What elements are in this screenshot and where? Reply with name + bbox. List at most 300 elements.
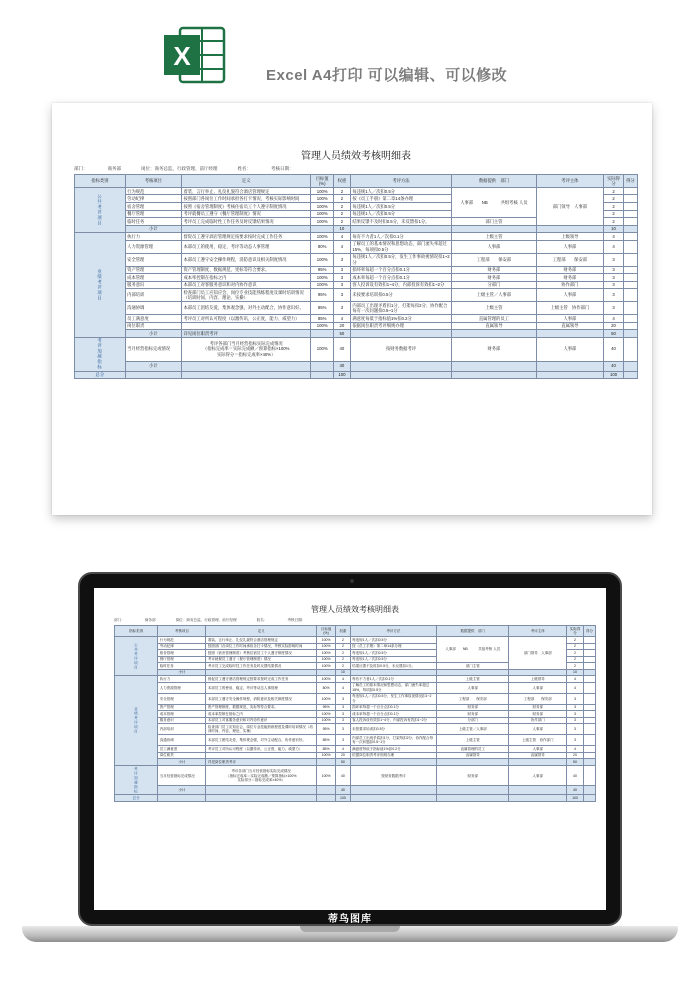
table-row bbox=[75, 187, 638, 195]
weight-cell: 2 bbox=[336, 663, 350, 670]
item-cell: 劳动纪律 bbox=[125, 195, 181, 203]
actual-cell: 3 bbox=[604, 289, 624, 302]
item-cell: 当月经营指标完成情况 bbox=[125, 337, 181, 361]
def-cell bbox=[181, 322, 311, 330]
def-cell: 考评员工对所认可程度（以激传讯，公正度，能力、威望力） bbox=[181, 315, 311, 323]
method-cell: 依据岗位职责考评细则办理 bbox=[350, 322, 451, 330]
target-cell: 85% bbox=[311, 315, 334, 323]
subject-cell: 部门领导 人事部 bbox=[509, 636, 567, 669]
actual-cell: 3 bbox=[567, 724, 584, 735]
actual-cell: 3 bbox=[567, 711, 584, 718]
def-cell: 检查部门员工应知应会，岗位专业技能熟练程度及课时培训情况（培训时间、内容、理论、实操） bbox=[181, 289, 311, 302]
provider-cell: 部门主管 bbox=[452, 218, 536, 226]
provider-cell: 财务部 bbox=[437, 704, 509, 711]
table-row bbox=[75, 322, 638, 330]
provider-cell: 工程部 保安部 bbox=[452, 253, 536, 266]
weight-cell: 4 bbox=[333, 233, 350, 241]
def-cell: 本部员工团结友爱，集体观念强，对外主动配合，协作意识好。 bbox=[206, 735, 317, 746]
method-cell: 未按要求培训扣0.5分 bbox=[350, 724, 437, 735]
weight-cell: 3 bbox=[336, 704, 350, 711]
total-weight: 100 bbox=[333, 371, 350, 379]
spreadsheet-preview bbox=[52, 103, 652, 515]
def-cell: 督促员工遵守酒店管理规定按要求按时完成工作任务 bbox=[181, 233, 311, 241]
score-cell bbox=[583, 766, 595, 786]
method-cell: 每有不力者1人／次扣0.1分 bbox=[350, 233, 451, 241]
item-cell: 行为规范 bbox=[125, 187, 181, 195]
item-cell: 服务意识 bbox=[158, 717, 206, 724]
method-cell: 满意度每低于指标值1%扣0.2分 bbox=[350, 746, 437, 753]
table-row bbox=[75, 337, 638, 361]
subtotal-row bbox=[115, 786, 596, 795]
category-adjustment: 考评加减指标 bbox=[115, 766, 158, 795]
subject-cell: 财务部 bbox=[509, 704, 567, 711]
col-header: 考评主体 bbox=[509, 626, 567, 637]
score-cell bbox=[623, 187, 637, 195]
def-cell: 考评员工完成临时性工作任务及时反馈结果情况 bbox=[206, 663, 317, 670]
provider-cell: 财务部 bbox=[437, 766, 509, 786]
subject-cell: 人事部 bbox=[536, 240, 604, 253]
target-cell: 95% bbox=[311, 266, 334, 274]
actual-cell: 4 bbox=[604, 233, 624, 241]
def-cell: 资产管理制度、数据规范、宪标等符合要求。 bbox=[181, 266, 311, 274]
provider-cell: 人事部 NB 共组考核 人员 bbox=[437, 636, 509, 662]
col-header: 得分 bbox=[623, 175, 637, 188]
subject-cell: 协作部门 bbox=[509, 717, 567, 724]
date-label: 考核日期： bbox=[287, 618, 306, 622]
col-header: 考评主体 bbox=[536, 175, 604, 188]
subtotal-label: 小计 bbox=[125, 361, 181, 371]
table-row bbox=[115, 693, 596, 704]
col-header: 指标类别 bbox=[75, 175, 126, 188]
weight-cell: 40 bbox=[333, 337, 350, 361]
item-cell: 岗位职责 bbox=[125, 322, 181, 330]
weight-cell: 3 bbox=[336, 711, 350, 718]
method-cell: 每违规1人／次扣0.5分 bbox=[350, 650, 437, 657]
table-row bbox=[75, 289, 638, 302]
target-cell: 100% bbox=[311, 218, 334, 226]
provider-cell: 直属领导 bbox=[452, 322, 536, 330]
def-cell: 着装、言行举止、礼仪礼貌符合酒店管理规定 bbox=[181, 187, 311, 195]
table-row bbox=[75, 233, 638, 241]
actual-cell: 40 bbox=[604, 337, 624, 361]
subject-cell: 人事部 bbox=[536, 315, 604, 323]
weight-cell: 2 bbox=[333, 203, 350, 211]
table-row bbox=[75, 240, 638, 253]
target-cell: 100% bbox=[317, 663, 336, 670]
actual-cell: 4 bbox=[567, 676, 584, 683]
subject-cell: 部门领导 人事部 bbox=[536, 187, 604, 225]
table-row bbox=[115, 735, 596, 746]
def-cell: 检查部门员工应知应会，岗位专业技能熟练程度及课时培训情况（培训时间、内容、理论、实操） bbox=[206, 724, 317, 735]
target-cell: 100% bbox=[317, 656, 336, 663]
target-cell: 85% bbox=[317, 746, 336, 753]
actual-cell: 2 bbox=[567, 650, 584, 657]
name-label: 姓名： bbox=[256, 618, 268, 622]
score-cell bbox=[623, 315, 637, 323]
watermark-caption: 蒂鸟图库 bbox=[328, 914, 372, 925]
score-cell bbox=[623, 203, 637, 211]
target-cell: 100% bbox=[311, 274, 334, 282]
subject-cell: 人事部 bbox=[536, 337, 604, 361]
def-cell: 着装、言行举止、礼仪礼貌符合酒店管理规定 bbox=[206, 636, 317, 643]
method-cell: 每违规1人／次扣0.5分 bbox=[350, 656, 437, 663]
method-cell: 了解员工的基本情况和思想动态，部门流失率超过15%，每项扣0.5分 bbox=[350, 682, 437, 693]
table-row bbox=[75, 274, 638, 282]
target-cell: 80% bbox=[311, 240, 334, 253]
method-cell: 损坏率每超一个百分点扣0.1分 bbox=[350, 266, 451, 274]
provider-cell: 直属领导 bbox=[437, 752, 509, 759]
actual-cell: 2 bbox=[567, 663, 584, 670]
target-cell: 95% bbox=[317, 724, 336, 735]
weight-cell: 4 bbox=[336, 676, 350, 683]
col-header: 实际得分 bbox=[604, 175, 624, 188]
subtotal-label: 小计 bbox=[158, 759, 206, 766]
svg-text:X: X bbox=[173, 41, 191, 71]
subtotal-label: 小计 bbox=[125, 330, 181, 338]
score-cell bbox=[623, 337, 637, 361]
method-cell: 每违规1人／次扣0.5分 bbox=[350, 203, 451, 211]
table-header-row bbox=[75, 175, 638, 188]
def-cell: 考评员工对所认可程度（以激传讯，公正度，能力、威望力） bbox=[206, 746, 317, 753]
weight-cell: 4 bbox=[336, 682, 350, 693]
provider-cell: 财务部 bbox=[452, 337, 536, 361]
sheet-title: 管理人员绩效考核明细表 bbox=[301, 151, 411, 162]
item-cell: 内部培训 bbox=[125, 289, 181, 302]
laptop-spreadsheet-preview bbox=[94, 588, 606, 910]
col-header: 目标值(%) bbox=[317, 626, 336, 637]
subject-cell: 人事部 bbox=[509, 746, 567, 753]
weight-cell: 3 bbox=[336, 724, 350, 735]
col-header: 得分 bbox=[583, 626, 595, 637]
subtotal-weight: 40 bbox=[336, 786, 350, 795]
subtotal-weight: 50 bbox=[333, 330, 350, 338]
target-cell: 85% bbox=[317, 735, 336, 746]
table-row bbox=[75, 281, 638, 289]
method-cell: 了解员工的基本情况和思想动态，部门流失率超过15%，每项扣0.5分 bbox=[350, 240, 451, 253]
method-cell: 每违规1人／次扣0.5分 bbox=[350, 187, 451, 195]
method-cell: 客人投诉设有效扣1~4分，内部投诉有效扣1~2分 bbox=[350, 281, 451, 289]
actual-cell: 2 bbox=[567, 636, 584, 643]
provider-cell: 工程部 保安部 bbox=[437, 693, 509, 704]
def-cell: 本部员工遵守安全操作规程，消防意识及相关制度情况 bbox=[206, 693, 317, 704]
item-cell: 劳动纪律 bbox=[158, 643, 206, 650]
method-cell: 每违规1人／次扣0.5分 bbox=[350, 210, 451, 218]
total-weight: 100 bbox=[336, 795, 350, 802]
method-cell: 每违规1人／次扣0.5分 bbox=[350, 636, 437, 643]
actual-cell: 3 bbox=[604, 274, 624, 282]
method-cell: 成本率每超一个百分点扣0.1分 bbox=[350, 711, 437, 718]
target-cell: 95% bbox=[311, 289, 334, 302]
weight-cell: 2 bbox=[333, 210, 350, 218]
col-header: 数据提供 部门 bbox=[452, 175, 536, 188]
table-row bbox=[115, 766, 596, 786]
weight-cell: 4 bbox=[336, 746, 350, 753]
item-cell: 餐厅管理 bbox=[158, 656, 206, 663]
col-header: 定义 bbox=[206, 626, 317, 637]
actual-cell: 20 bbox=[604, 322, 624, 330]
actual-cell: 2 bbox=[567, 656, 584, 663]
score-cell bbox=[583, 735, 595, 746]
item-cell: 餐厅管理 bbox=[125, 210, 181, 218]
target-cell: 100% bbox=[317, 717, 336, 724]
col-header: 考核项目 bbox=[125, 175, 181, 188]
def-cell: 考评员工完成临时性工作任务及时反馈结果情况 bbox=[181, 218, 311, 226]
actual-cell: 40 bbox=[567, 766, 584, 786]
table-row bbox=[75, 315, 638, 323]
score-cell bbox=[623, 218, 637, 226]
target-cell: 100% bbox=[311, 322, 334, 330]
weight-cell: 2 bbox=[333, 195, 350, 203]
def-cell: 考评各部门当月经营指标实际完成情况 （指标完成率＝实际完成额／预算指标×100% 实际得分＝指标完成率×40%） bbox=[206, 766, 317, 786]
dept-value: 商务部 bbox=[144, 618, 156, 622]
def-cell: 按照《宿舍管理制度》考核住宿员工个人遵守制度情况 bbox=[206, 650, 317, 657]
weight-cell: 2 bbox=[336, 656, 350, 663]
subtotal-label: 小计 bbox=[158, 786, 206, 795]
category-public: 公共考评项目 bbox=[75, 187, 126, 232]
score-cell bbox=[623, 302, 637, 315]
method-cell: 内部员工出现矛盾扣1分，打架每扣2分；协作配合每有一次问题扣0.5~1分 bbox=[350, 735, 437, 746]
weight-cell: 2 bbox=[336, 636, 350, 643]
laptop-screen bbox=[78, 572, 622, 926]
weight-cell: 3 bbox=[333, 274, 350, 282]
provider-cell: 部门主管 bbox=[437, 663, 509, 670]
actual-cell: 4 bbox=[567, 682, 584, 693]
weight-cell: 40 bbox=[336, 766, 350, 786]
subtotal-label: 小计 bbox=[158, 669, 206, 676]
provider-cell: 人事部 bbox=[452, 240, 536, 253]
score-cell bbox=[583, 682, 595, 693]
actual-cell: 2 bbox=[604, 195, 624, 203]
item-cell: 内部培训 bbox=[158, 724, 206, 735]
score-cell bbox=[623, 281, 637, 289]
score-cell bbox=[583, 693, 595, 704]
sheet-meta bbox=[114, 618, 596, 623]
item-cell: 资产管理 bbox=[158, 704, 206, 711]
target-cell: 100% bbox=[311, 203, 334, 211]
provider-cell: 分部门 bbox=[452, 281, 536, 289]
subject-cell: 工程部 保安部 bbox=[509, 693, 567, 704]
total-row bbox=[75, 371, 638, 379]
actual-cell: 4 bbox=[604, 240, 624, 253]
score-cell bbox=[623, 240, 637, 253]
table-row bbox=[75, 266, 638, 274]
col-header: 定义 bbox=[181, 175, 311, 188]
target-cell: 100% bbox=[317, 676, 336, 683]
dept-label: 部门： bbox=[74, 166, 88, 171]
def-cell: 本部员工的使用、稳定、考评等动态人事管理 bbox=[206, 682, 317, 693]
def-cell: 本部员工对客服务意识和对内协作意识 bbox=[206, 717, 317, 724]
provider-cell: 财务部 bbox=[452, 274, 536, 282]
item-cell: 岗位职责 bbox=[158, 752, 206, 759]
subject-cell: 人事部 bbox=[509, 766, 567, 786]
target-cell: 100% bbox=[311, 337, 334, 361]
category-performance: 业绩考评项目 bbox=[115, 676, 158, 766]
weight-cell: 3 bbox=[333, 253, 350, 266]
provider-cell: 上级主管 bbox=[452, 233, 536, 241]
item-cell: 员工满意度 bbox=[158, 746, 206, 753]
subject-cell: 人事部 bbox=[509, 682, 567, 693]
method-cell: 未按要求培训扣0.5分 bbox=[350, 289, 451, 302]
col-header: 数据提供 部门 bbox=[437, 626, 509, 637]
score-cell bbox=[623, 233, 637, 241]
target-cell: 85% bbox=[311, 302, 334, 315]
subject-cell: 直属领导 bbox=[536, 322, 604, 330]
provider-cell: 财务部 bbox=[437, 711, 509, 718]
target-cell: 95% bbox=[317, 704, 336, 711]
post-label: 岗位：商务总监、行政管理、前厅经理 bbox=[141, 166, 218, 171]
method-cell: 满意度每低于指标值1%扣0.2分 bbox=[350, 315, 451, 323]
score-cell bbox=[623, 289, 637, 302]
table-row bbox=[75, 302, 638, 315]
target-cell: 100% bbox=[311, 281, 334, 289]
provider-cell: 分部门 bbox=[437, 717, 509, 724]
item-cell: 当月经营指标完成情况 bbox=[158, 766, 206, 786]
camera-icon bbox=[350, 579, 354, 583]
subject-cell: 上级主管 协作部门 bbox=[509, 735, 567, 746]
actual-cell: 2 bbox=[604, 210, 624, 218]
subtotal-weight: 10 bbox=[336, 669, 350, 676]
method-cell: 每违规1人／次扣0.5分，发生工作事故视情况扣1~2分 bbox=[350, 693, 437, 704]
def-cell: 督促员工遵守酒店管理规定按要求按时完成工作任务 bbox=[206, 676, 317, 683]
target-cell: 100% bbox=[317, 636, 336, 643]
def-cell: 资产管理制度、数据规范、宪标等符合要求。 bbox=[206, 704, 317, 711]
provider-cell: 人事部 NB 共组考核 人员 bbox=[452, 187, 536, 217]
subtotal-actual: 40 bbox=[604, 361, 624, 371]
col-header: 实际得分 bbox=[567, 626, 584, 637]
actual-cell: 3 bbox=[567, 717, 584, 724]
item-cell: 安全管理 bbox=[158, 693, 206, 704]
actual-cell: 3 bbox=[567, 735, 584, 746]
actual-cell: 3 bbox=[604, 266, 624, 274]
method-cell: 客人投诉设有效扣1~4分，内部投诉有效扣1~2分 bbox=[350, 717, 437, 724]
actual-cell: 4 bbox=[567, 746, 584, 753]
provider-cell: 直属管理的员工 bbox=[452, 315, 536, 323]
provider-cell: 上级主管 bbox=[437, 676, 509, 683]
item-cell: 行为规范 bbox=[158, 636, 206, 643]
target-cell: 100% bbox=[317, 711, 336, 718]
def-cell: 本部员工遵守安全操作规程，消防意识及相关制度情况 bbox=[181, 253, 311, 266]
weight-cell: 3 bbox=[336, 717, 350, 724]
total-row bbox=[115, 795, 596, 802]
weight-cell: 20 bbox=[336, 752, 350, 759]
method-cell: 按财务数据考评 bbox=[350, 766, 437, 786]
dept-value: 商务部 bbox=[107, 166, 121, 171]
col-header: 指标类别 bbox=[115, 626, 158, 637]
target-cell: 100% bbox=[311, 253, 334, 266]
def-cell: 成本率控制在指标之内 bbox=[206, 711, 317, 718]
actual-cell: 3 bbox=[604, 302, 624, 315]
subtotal-actual: 10 bbox=[604, 225, 624, 233]
col-header: 目标值(%) bbox=[311, 175, 334, 188]
item-cell: 资产管理 bbox=[125, 266, 181, 274]
method-cell: 内部员工出现矛盾扣1分，打架每扣2分；协作配合每有一次问题扣0.5~1分 bbox=[350, 302, 451, 315]
subtotal-label: 小计 bbox=[125, 225, 181, 233]
actual-cell: 4 bbox=[604, 315, 624, 323]
weight-cell: 4 bbox=[333, 240, 350, 253]
subject-cell: 协作部门 bbox=[536, 281, 604, 289]
item-cell: 人力资源管理 bbox=[125, 240, 181, 253]
def-cell: 按照部门各岗位工作时间承担各打卡情况，考核实际影响时间 bbox=[206, 643, 317, 650]
item-cell: 宿舍管理 bbox=[158, 650, 206, 657]
subtotal-def: 详见岗位职责考评 bbox=[181, 330, 311, 338]
item-cell: 成本管理 bbox=[158, 711, 206, 718]
item-cell: 安全管理 bbox=[125, 253, 181, 266]
actual-cell: 2 bbox=[604, 203, 624, 211]
def-cell: 考评就餐员工遵守《餐厅管理制度》情况 bbox=[206, 656, 317, 663]
def-cell: 按照《宿舍管理制度》考核住宿员工个人遵守制度情况 bbox=[181, 203, 311, 211]
actual-cell: 3 bbox=[604, 281, 624, 289]
subject-cell: 财务部 bbox=[536, 266, 604, 274]
col-header: 考核项目 bbox=[158, 626, 206, 637]
weight-cell: 2 bbox=[333, 218, 350, 226]
method-cell: 依据岗位职责考评细则办理 bbox=[350, 752, 437, 759]
target-cell: 100% bbox=[311, 187, 334, 195]
subject-cell: 上级领导 bbox=[509, 676, 567, 683]
method-cell: 按《员工手册》第二章14条办理 bbox=[350, 195, 451, 203]
def-cell: 本部员工团结友爱，集体观念强，对外主动配合，协作意识好。 bbox=[181, 302, 311, 315]
method-cell: 每有不力者1人／次扣0.1分 bbox=[350, 676, 437, 683]
subtotal-actual: 50 bbox=[567, 759, 584, 766]
table-row bbox=[75, 253, 638, 266]
weight-cell: 2 bbox=[336, 650, 350, 657]
subtotal-actual: 40 bbox=[567, 786, 584, 795]
score-cell bbox=[623, 322, 637, 330]
item-cell: 成本管理 bbox=[125, 274, 181, 282]
target-cell: 80% bbox=[317, 682, 336, 693]
item-cell: 执行力 bbox=[125, 233, 181, 241]
item-cell: 服务意识 bbox=[125, 281, 181, 289]
actual-cell: 2 bbox=[567, 643, 584, 650]
target-cell: 100% bbox=[311, 210, 334, 218]
score-cell bbox=[623, 266, 637, 274]
target-cell: 100% bbox=[317, 766, 336, 786]
subject-cell: 上级领导 bbox=[536, 233, 604, 241]
item-cell: 临时任务 bbox=[125, 218, 181, 226]
def-cell: 成本率控制在指标之内 bbox=[181, 274, 311, 282]
def-cell: 考评各部门当月经营指标实际完成情况 （指标完成率＝实际完成额／预算指标×100% 实际得分＝指标完成率×40%） bbox=[181, 337, 311, 361]
def-cell: 按照部门各岗位工作时间承担各打卡情况，考核实际影响时间 bbox=[181, 195, 311, 203]
target-cell: 100% bbox=[311, 195, 334, 203]
col-header: 考评方法 bbox=[350, 626, 437, 637]
weight-cell: 3 bbox=[333, 281, 350, 289]
subject-cell: 人事部 bbox=[509, 724, 567, 735]
weight-cell: 3 bbox=[333, 289, 350, 302]
weight-cell: 20 bbox=[333, 322, 350, 330]
method-cell: 结果反馈不及时扣0.5分，未反馈扣1分。 bbox=[350, 663, 437, 670]
actual-cell: 3 bbox=[567, 704, 584, 711]
item-cell: 执行力 bbox=[158, 676, 206, 683]
provider-cell: 财务部 bbox=[452, 266, 536, 274]
total-actual: 100 bbox=[604, 371, 624, 379]
subject-cell: 工程部 保安部 bbox=[536, 253, 604, 266]
kpi-table bbox=[114, 625, 596, 802]
item-cell: 沟通协调 bbox=[125, 302, 181, 315]
provider-cell: 上级主管／人事部 bbox=[437, 724, 509, 735]
weight-cell: 3 bbox=[333, 266, 350, 274]
item-cell: 沟通协调 bbox=[158, 735, 206, 746]
method-cell: 成本率每超一个百分点扣0.1分 bbox=[350, 274, 451, 282]
total-label: 总分 bbox=[75, 371, 126, 379]
item-cell: 宿舍管理 bbox=[125, 203, 181, 211]
actual-cell: 2 bbox=[604, 218, 624, 226]
method-cell: 结果反馈不及时扣0.5分，未反馈扣1分。 bbox=[350, 218, 451, 226]
subtotal-row bbox=[75, 225, 638, 233]
actual-cell: 3 bbox=[604, 253, 624, 266]
laptop-notch bbox=[300, 926, 400, 932]
sheet-title: 管理人员绩效考核明细表 bbox=[311, 605, 399, 614]
subtotal-row bbox=[75, 330, 638, 338]
score-cell bbox=[623, 253, 637, 266]
